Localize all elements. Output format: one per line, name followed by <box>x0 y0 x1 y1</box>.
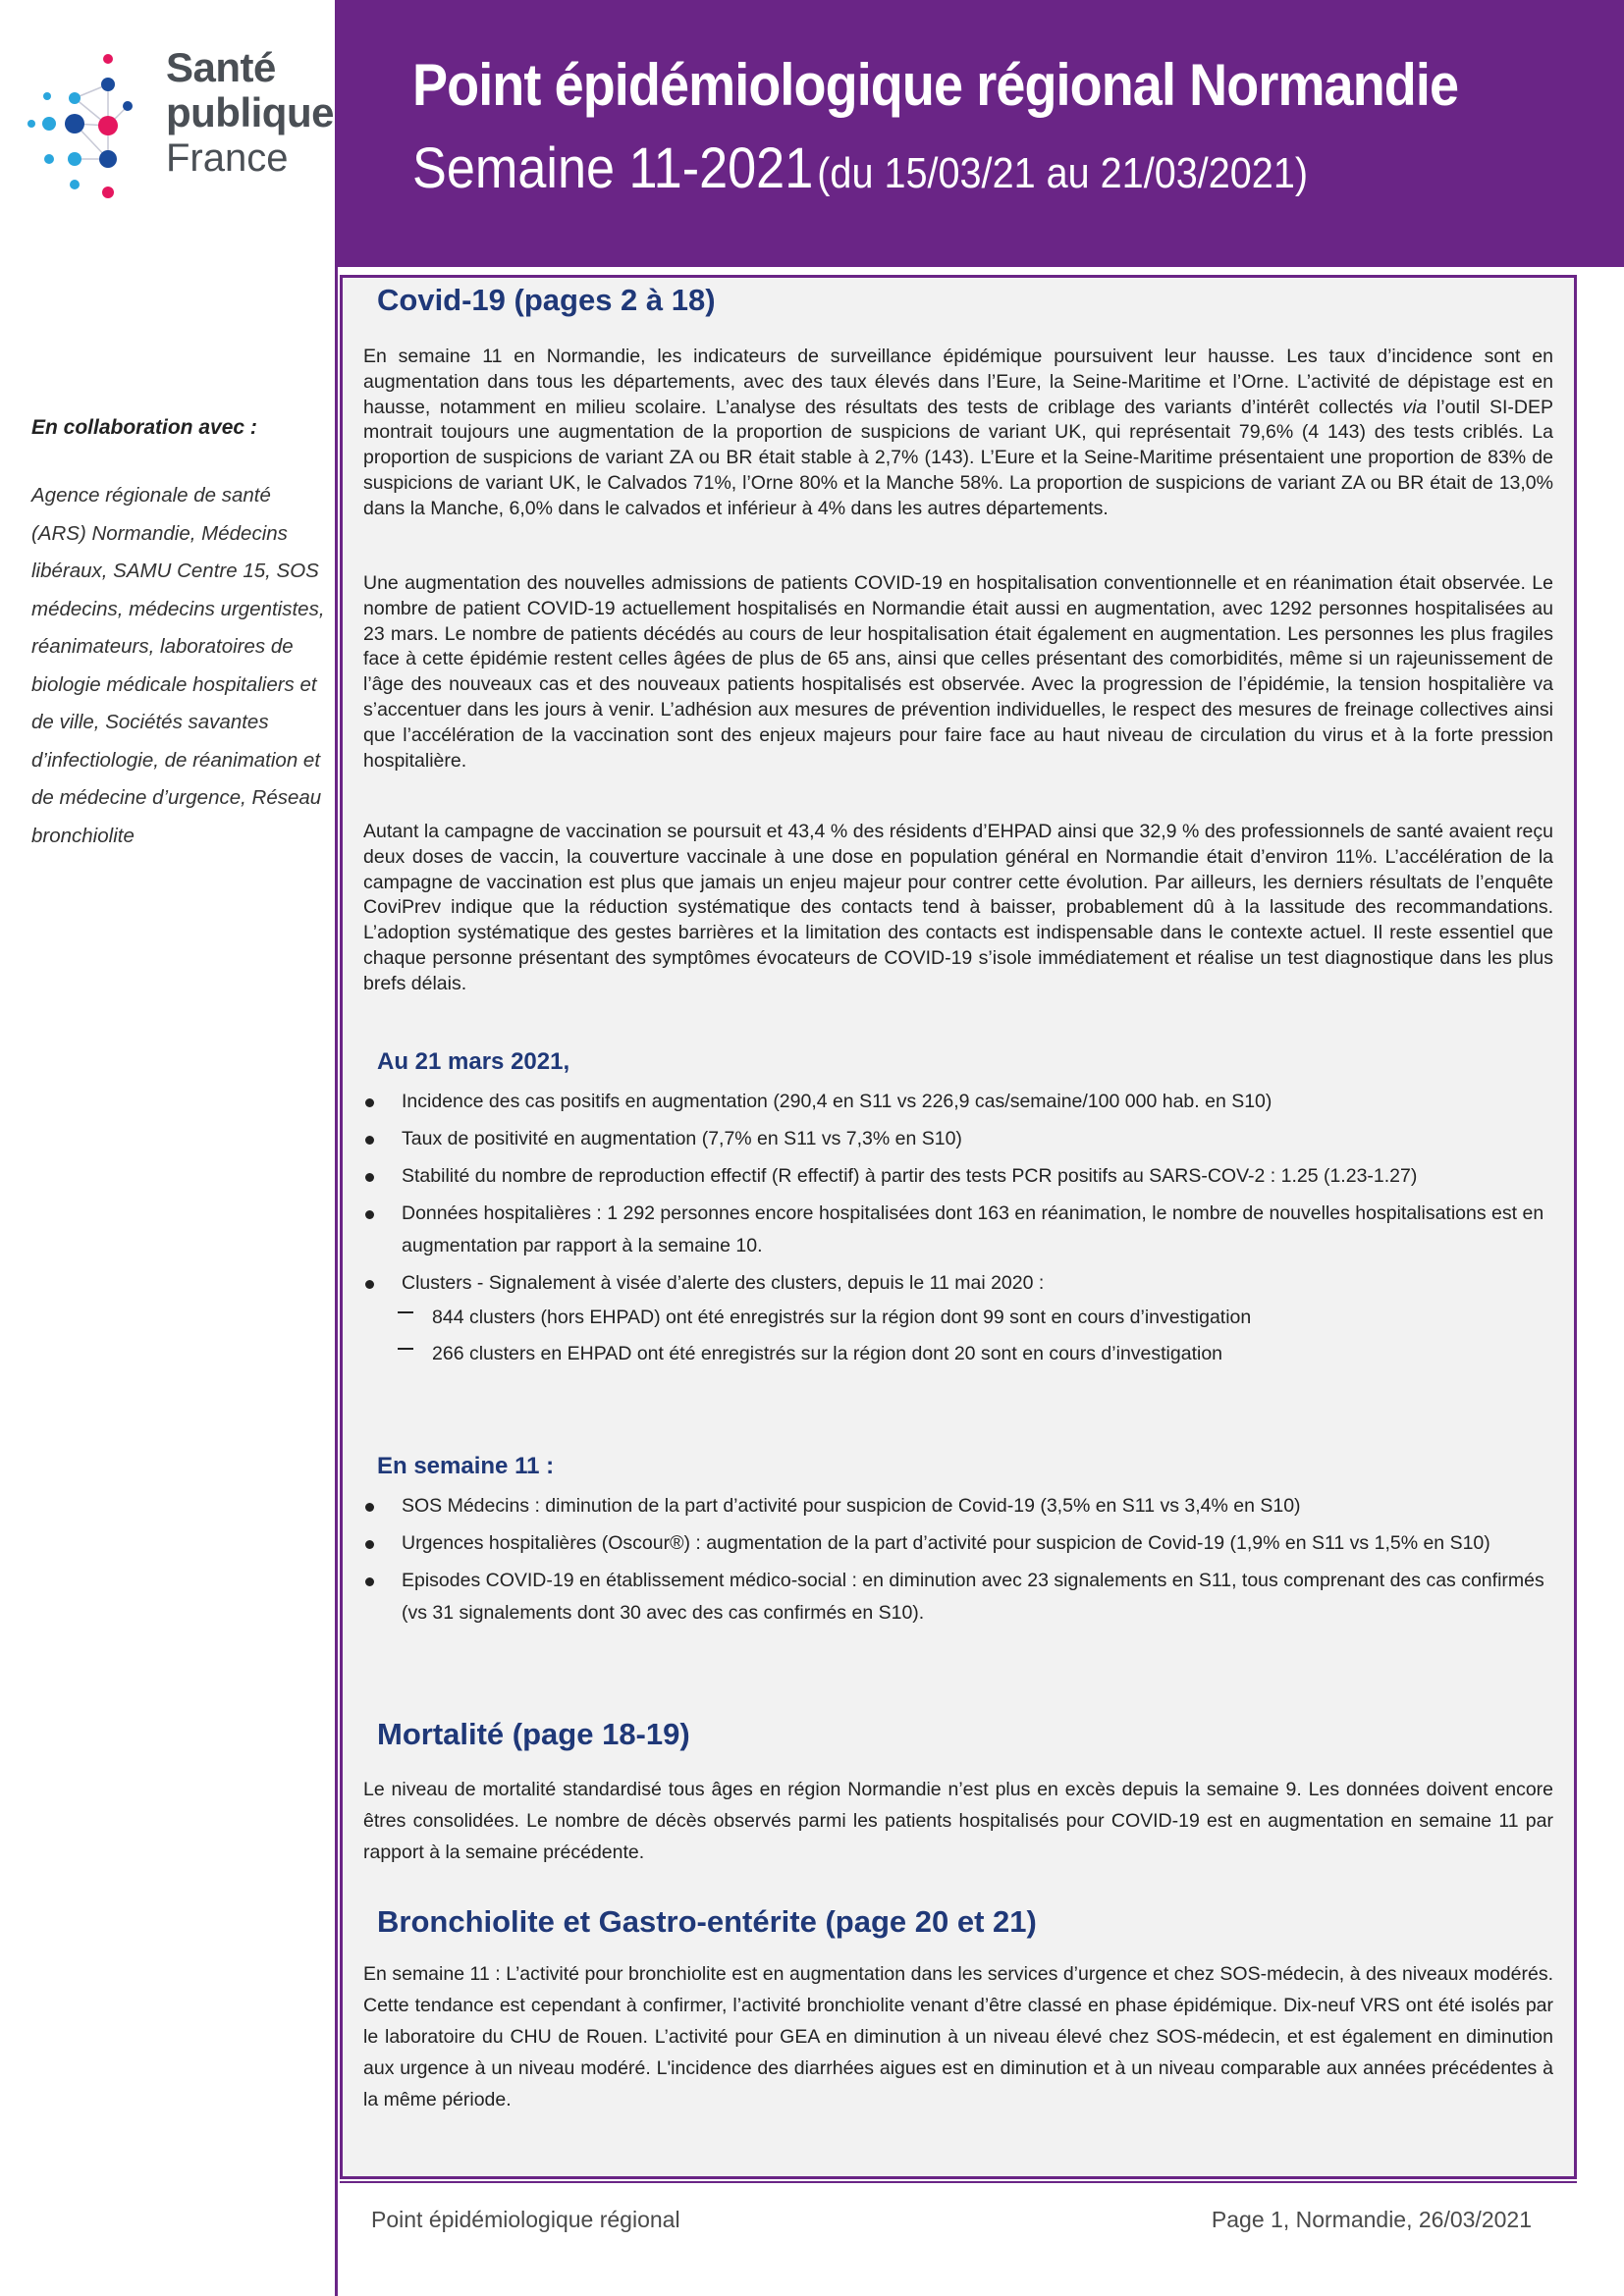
list-item <box>363 1086 1553 1118</box>
list-item-text: Données hospitalières : 1 292 personnes encore hospitalisées dont 163 en réanimation, le nombre de nouvelles hospitalisations est en augmentation par rapport à la semaine 10. <box>402 1202 1544 1256</box>
list-item <box>363 1160 1553 1193</box>
covid-p1-end: l’outil SI-DEP montrait toujours une augmentation de la proportion de suspicions de variant UK, qui représentait 79,6% (4 143) des tests criblés. La proportion de suspicions de variant ZA ou BR était stable à 2,7% (143). L’Eure et la Seine-Maritime présentaient une proportion de 83% de suspicions de variant UK, le Calvados 71%, l’Orne 80% et la Manche 58%. La proportion de suspicions de variant ZA ou BR était de 13,0% dans la Manche, 6,0% dans le calvados et inférieur à 4% dans les autres départements. <box>363 396 1553 519</box>
logo-dots-icon <box>26 45 163 212</box>
list-item <box>363 1565 1553 1629</box>
list-item-text: Taux de positivité en augmentation (7,7% en S11 vs 7,3% en S10) <box>402 1128 962 1149</box>
header-banner <box>338 0 1624 267</box>
sante-publique-france-logo <box>26 44 334 212</box>
bullet-icon <box>365 1136 374 1145</box>
dash-icon <box>398 1348 413 1350</box>
mortality-paragraph: Le niveau de mortalité standardisé tous âges en région Normandie n’est plus en excès depuis la semaine 9. Les données doivent encore êtres consolidées. Le nombre de décès observés parmi les patients hospitalisés pour COVID-19 est en augmentation en semaine 11 par rapport à la semaine précédente. <box>363 1779 1553 1863</box>
collaboration-partners: Agence régionale de santé (ARS) Normandie, Médecins libéraux, SAMU Centre 15, SOS médecins, médecins urgentistes, réanimateurs, laboratoires de biologie médicale hospitaliers et de ville, Sociétés savantes d’infectiologie, de réanimation et de médecine d’urgence, Réseau bronchiolite <box>31 484 325 847</box>
bullet-icon <box>365 1098 374 1107</box>
logo-line-3: France <box>166 136 289 180</box>
week-11-heading: En semaine 11 : <box>377 1453 555 1479</box>
bullet-icon <box>365 1540 374 1549</box>
bullet-icon <box>365 1280 374 1289</box>
page-title: Point épidémiologique régional Normandie <box>412 52 1459 118</box>
covid-p1-via: via <box>1402 396 1428 418</box>
mortality-section-title: Mortalité (page 18-19) <box>377 1717 690 1751</box>
list-subitem <box>363 1336 1553 1372</box>
bullet-icon <box>365 1210 374 1219</box>
list-item-text: Urgences hospitalières (Oscour®) : augmentation de la part d’activité pour suspicion de Covid-19 (1,9% en S11 vs 1,5% en S10) <box>402 1532 1490 1554</box>
collaboration-heading: En collaboration avec : <box>31 416 257 439</box>
bronchiolitis-paragraph: En semaine 11 : L’activité pour bronchiolite est en augmentation dans les services d’urgence et chez SOS-médecin, à des niveaux modérés. Cette tendance est cependant à confirmer, l’activité bronchiolite venant d’être classé en phase épidémique. Dix-neuf VRS ont été isolés par le laboratoire du CHU de Rouen. L’activité pour GEA en diminution à un niveau élevé chez SOS-médecin, et est également en diminution aux urgence à un niveau modéré. L'incidence des diarrhées aigues est en diminution et à un niveau comparable aux années précédentes à la même période. <box>363 1963 1553 2110</box>
list-item-text: Stabilité du nombre de reproduction effectif (R effectif) à partir des tests PCR positifs au SARS-COV-2 : 1.25 (1.23-1.27) <box>402 1165 1418 1187</box>
bullet-icon <box>365 1173 374 1182</box>
list-item <box>363 1123 1553 1155</box>
logo-line-2: publique <box>166 89 334 135</box>
covid-paragraph-1 <box>363 345 1553 522</box>
march-21-heading: Au 21 mars 2021, <box>377 1048 570 1075</box>
list-subitem <box>363 1300 1553 1336</box>
covid-paragraph-3: Autant la campagne de vaccination se poursuit et 43,4 % des résidents d’EHPAD ainsi que 32,9 % des professionnels de santé avaient reçu deux doses de vaccin, la couverture vaccinale à une dose en population général en Normandie était d’environ 11%. L’accélération de la campagne de vaccination est plus que jamais un enjeu majeur pour contrer cette évolution. Par ailleurs, les derniers résultats de l’enquête CoviPrev indique que la réduction systématique des contacts tend à baisser, probablement dû à la lassitude des recommandations. L’adoption systématique des gestes barrières et la limitation des contacts est indispensable dans le contexte actuel. Il reste essentiel que chaque personne présentant des symptômes évocateurs de COVID-19 s’isole immédiatement et réalise un test diagnostique dans les plus brefs délais. <box>363 821 1553 994</box>
list-item-text: Episodes COVID-19 en établissement médico-social : en diminution avec 23 signalements en S11, tous comprenant des cas confirmés (vs 31 signalements dont 30 avec des cas confirmés en S10). <box>402 1570 1544 1624</box>
dash-icon <box>398 1311 413 1313</box>
list-item <box>363 1198 1553 1262</box>
page-subtitle <box>412 135 1308 201</box>
sidebar-divider <box>335 0 338 2296</box>
covid-paragraph-2: Une augmentation des nouvelles admissions de patients COVID-19 en hospitalisation conventionnelle et en réanimation était observée. Le nombre de patient COVID-19 actuellement hospitalisés en Normandie était aussi en augmentation, avec 1292 personnes hospitalisées au 23 mars. Le nombre de patients décédés au cours de leur hospitalisation était également en augmentation. Les personnes les plus fragiles face à cette épidémie restent celles âgées de plus de 65 ans, ainsi que celles présentant des comorbidités, même si un rajeunissement de l’âge des nouveaux cas et des nouveaux patients hospitalisés est observée. Avec la progression de l’épidémie, la tension hospitalière va s’accentuer dans les jours à venir. L’adhésion aux mesures de prévention individuelles, le respect des mesures de freinage collectives ainsi que l’accélération de la vaccination sont des enjeux majeurs pour faire face au haut niveau de circulation du virus et à la forte pression hospitalière. <box>363 572 1553 772</box>
bronchiolitis-section-title: Bronchiolite et Gastro-entérite (page 20 et 21) <box>377 1904 1037 1939</box>
march-21-list <box>363 1086 1553 1372</box>
list-item-text: Incidence des cas positifs en augmentation (290,4 en S11 vs 226,9 cas/semaine/100 000 hab. en S10) <box>402 1091 1272 1112</box>
footer-divider <box>340 2181 1577 2183</box>
date-range: (du 15/03/21 au 21/03/2021) <box>817 149 1309 197</box>
covid-section-title: Covid-19 (pages 2 à 18) <box>377 283 716 317</box>
footer-page-info: Page 1, Normandie, 26/03/2021 <box>1211 2207 1532 2232</box>
week-11-list <box>363 1490 1553 1629</box>
list-item <box>363 1490 1553 1522</box>
week-label: Semaine 11-2021 <box>412 136 814 200</box>
bullet-icon <box>365 1503 374 1512</box>
list-subitem-text: 844 clusters (hors EHPAD) ont été enregistrés sur la région dont 99 sont en cours d’investigation <box>432 1307 1252 1328</box>
covid-p1-start: En semaine 11 en Normandie, les indicateurs de surveillance épidémique poursuivent leur hausse. Les taux d’incidence sont en augmentation dans tous les départements, avec des taux élevés dans l’Eure, la Seine-Maritime et l’Orne. L’activité de dépistage est en hausse, notamment en milieu scolaire. L’analyse des résultats des tests de criblage des variants d’intérêt collectés <box>363 346 1553 418</box>
logo-line-1: Santé <box>166 44 276 90</box>
bullet-icon <box>365 1577 374 1586</box>
list-item <box>363 1267 1553 1300</box>
list-subitem-text: 266 clusters en EHPAD ont été enregistrés sur la région dont 20 sont en cours d’investigation <box>432 1343 1223 1364</box>
footer-publication: Point épidémiologique régional <box>371 2207 680 2232</box>
list-item-text: SOS Médecins : diminution de la part d’activité pour suspicion de Covid-19 (3,5% en S11 vs 3,4% en S10) <box>402 1495 1301 1517</box>
logo-wordmark <box>166 45 334 181</box>
list-item <box>363 1527 1553 1560</box>
list-item-text: Clusters - Signalement à visée d’alerte des clusters, depuis le 11 mai 2020 : <box>402 1272 1045 1294</box>
